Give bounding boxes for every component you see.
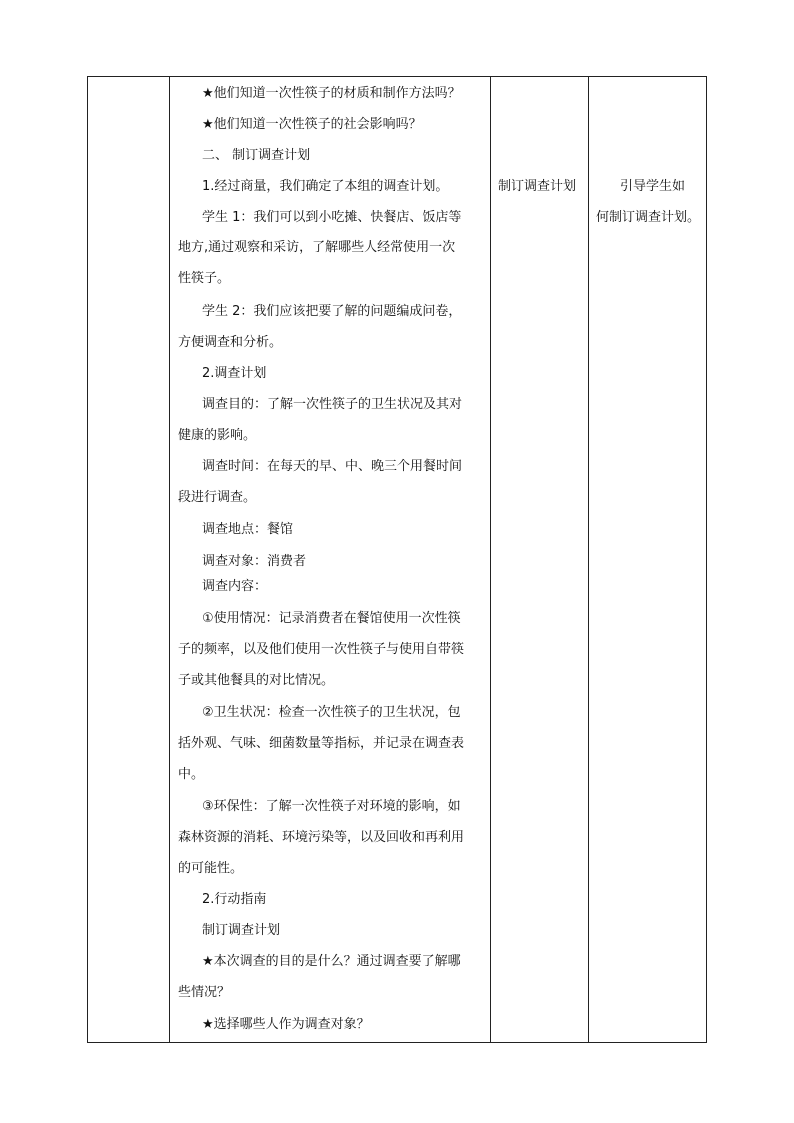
content-line: 调查地点：餐馆 xyxy=(202,522,294,537)
content-line: 1.经过商量，我们确定了本组的调查计划。 xyxy=(202,179,449,194)
content-line: 子的频率，以及他们使用一次性筷子与使用自带筷 xyxy=(178,642,465,657)
content-line: 调查对象：消费者 xyxy=(202,554,307,569)
content-line: 2.行动指南 xyxy=(202,892,267,907)
content-line: 括外观、气味、细菌数量等指标，并记录在调查表 xyxy=(178,736,465,751)
design-intent-cell xyxy=(589,77,708,1042)
content-line: 中。 xyxy=(178,767,205,782)
content-line: ③环保性：了解一次性筷子对环境的影响，如 xyxy=(202,799,461,814)
content-line: 健康的影响。 xyxy=(178,428,257,443)
section-heading: 二、 制订调查计划 xyxy=(202,148,311,163)
design-intent-line: 何制订调查计划。 xyxy=(596,210,701,225)
content-line: 些情况？ xyxy=(178,985,231,1000)
content-line: 2.调查计划 xyxy=(202,366,267,381)
content-line: 学生 2：我们应该把要了解的问题编成问卷， xyxy=(202,304,462,319)
content-line: ★本次调查的目的是什么？通过调查要了解哪 xyxy=(202,954,461,969)
content-line: ★选择哪些人作为调查对象？ xyxy=(202,1017,370,1032)
teaching-content-cell xyxy=(170,77,491,1042)
content-line: 的可能性。 xyxy=(178,861,244,876)
content-line: 调查时间：在每天的早、中、晚三个用餐时间 xyxy=(202,459,463,474)
content-line: 性筷子。 xyxy=(178,271,231,286)
content-line: 调查目的：了解一次性筷子的卫生状况及其对 xyxy=(202,397,463,412)
content-line: 制订调查计划 xyxy=(202,923,281,938)
content-line: 调查内容： xyxy=(202,579,268,594)
content-line: ②卫生状况：检查一次性筷子的卫生状况，包 xyxy=(202,705,461,720)
student-activity-text: 制订调查计划 xyxy=(498,179,577,194)
content-line: ★他们知道一次性筷子的社会影响吗？ xyxy=(202,117,422,132)
content-line: ①使用情况：记录消费者在餐馆使用一次性筷 xyxy=(202,611,461,626)
content-line: 森林资源的消耗、环境污染等，以及回收和再利用 xyxy=(178,830,465,845)
content-line: 地方,通过观察和采访，了解哪些人经常使用一次 xyxy=(178,240,456,255)
design-intent-line: 引导学生如 xyxy=(620,179,686,194)
content-line: 段进行调查。 xyxy=(178,490,257,505)
student-activity-cell xyxy=(491,77,589,1042)
lesson-plan-table xyxy=(87,76,707,1043)
content-line: ★他们知道一次性筷子的材质和制作方法吗？ xyxy=(202,86,461,101)
content-line: 方便调查和分析。 xyxy=(178,335,283,350)
content-line: 学生 1：我们可以到小吃摊、快餐店、饭店等 xyxy=(202,210,462,225)
content-line: 子或其他餐具的对比情况。 xyxy=(178,673,335,688)
